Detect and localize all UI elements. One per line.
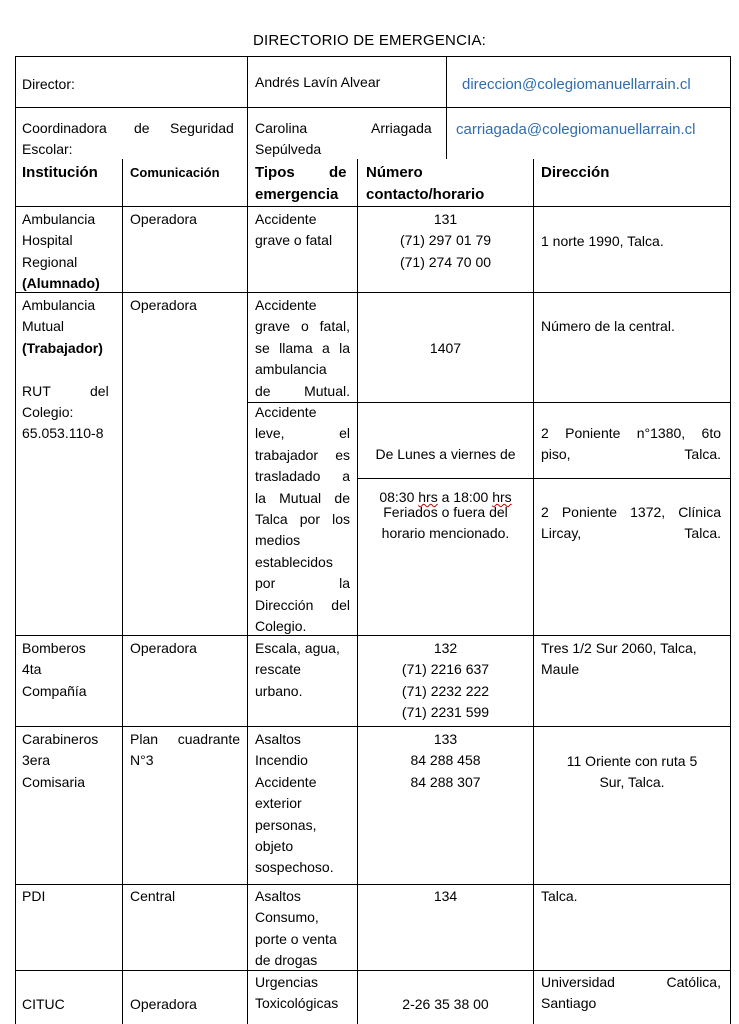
address: 2 Poniente 1372, Clínica Lircay, Talca.	[541, 504, 721, 542]
communication: Operadora	[130, 996, 197, 1012]
row-line-bomberos	[15, 726, 731, 727]
coordinator-label-word: Seguridad	[170, 120, 234, 136]
coordinator-name-word: Sepúlveda	[255, 141, 322, 157]
row-line-carabineros	[15, 884, 731, 885]
emergency-type: Escala, agua, rescate urbano.	[255, 640, 340, 699]
coordinator-email-link[interactable]: carriagada@colegiomanuellarrain.cl	[456, 121, 696, 138]
director-label: Director:	[22, 76, 75, 92]
address: Número de la central.	[541, 318, 675, 334]
institution-name: Ambulancia Hospital Regional	[22, 211, 96, 270]
col-divider-1	[122, 159, 123, 1024]
institution-qualifier: (Alumnado)	[22, 275, 100, 291]
address: Universidad Católica, Santiago	[541, 974, 721, 1012]
communication: Operadora	[130, 211, 197, 227]
address: 1 norte 1990, Talca.	[541, 233, 664, 249]
emergency-type: Asaltos Consumo, porte o venta de drogas	[255, 888, 337, 969]
institution-qualifier: (Trabajador)	[22, 340, 103, 356]
row-line-director	[15, 107, 731, 108]
table-border-left	[15, 56, 16, 1024]
communication: Central	[130, 888, 176, 904]
schedule-line: De Lunes a viernes de	[375, 446, 516, 463]
contact-schedule: Feriados o fuera del horario mencionado.	[381, 504, 510, 542]
header-direccion: Dirección	[541, 164, 610, 181]
header-tipos-word: Tipos	[255, 164, 295, 181]
header-comunicacion: Comunicación	[130, 165, 220, 180]
director-email-link[interactable]: direccion@colegiomanuellarrain.cl	[462, 76, 691, 93]
coordinator-name-word: Carolina	[255, 120, 308, 136]
page-title: DIRECTORIO DE EMERGENCIA:	[252, 32, 487, 49]
header-tipos-word: emergencia	[255, 186, 339, 203]
header-numero-sub: contacto/horario	[366, 186, 485, 203]
contact-number: 134	[433, 888, 458, 904]
contact-number: 1407	[429, 340, 462, 356]
emergency-type: Accidente leve, el trabajador es trasladado a la Mutual de Talca por los medios establecidos por la Dirección del Colegio.	[255, 404, 350, 635]
coordinator-name-word: Arriagada	[371, 120, 432, 136]
address: Tres 1/2 Sur 2060, Talca, Maule	[541, 640, 697, 678]
contact-number: 132 (71) 2216 637 (71) 2232 222 (71) 2231 599	[401, 640, 490, 721]
coordinator-label-word: de	[134, 120, 150, 136]
institution-name: CITUC	[22, 996, 65, 1012]
contact-number: 2-26 35 38 00	[402, 996, 489, 1012]
header-numero: Número	[366, 164, 423, 181]
communication: Plan cuadrante N°3	[130, 731, 240, 769]
row-line-header	[15, 206, 731, 207]
communication: Operadora	[130, 640, 197, 656]
schedule-line: hrs	[492, 489, 512, 506]
emergency-type: Accidente grave o fatal, se llama a la ambulancia de Mutual.	[255, 297, 350, 399]
schedule-line: a 18:00	[437, 489, 493, 506]
address: Talca.	[541, 888, 578, 904]
institution-name: Ambulancia Mutual	[22, 297, 96, 335]
emergency-type: Urgencias Toxicológicas	[255, 974, 339, 1012]
header-tipos-word: de	[329, 164, 347, 181]
contact-schedule	[358, 423, 533, 509]
row-line-pdi	[15, 970, 731, 971]
emergency-type: Accidente grave o fatal	[255, 211, 333, 249]
schedule-line: hrs	[418, 489, 438, 506]
header-institucion: Institución	[22, 164, 98, 181]
row-line-mutual	[15, 635, 731, 636]
director-name: Andrés Lavín Alvear	[255, 74, 381, 90]
schedule-line: 08:30	[379, 489, 419, 506]
contact-number: 133 84 288 458 84 288 307	[410, 731, 481, 790]
address: 11 Oriente con ruta 5 Sur, Talca.	[566, 753, 698, 791]
rut-label-word: RUT	[22, 383, 51, 399]
institution-name: Carabineros 3era Comisaria	[22, 731, 99, 790]
rut-value: Colegio: 65.053.110-8	[22, 404, 104, 442]
coordinator-label-word: Coordinadora	[22, 120, 107, 136]
contact-number: 131 (71) 297 01 79 (71) 274 70 00	[399, 211, 492, 270]
address: 2 Poniente n°1380, 6to piso, Talca.	[541, 425, 721, 463]
row-line-ambulancia-hospital	[15, 292, 731, 293]
emergency-type: Asaltos Incendio Accidente exterior personas, objeto sospechoso.	[255, 731, 334, 876]
col-divider-4	[533, 159, 534, 1024]
table-border-right	[730, 56, 731, 1024]
col-divider-2	[247, 159, 248, 1024]
institution-name: Bomberos 4ta Compañía	[22, 640, 87, 699]
institution-name: PDI	[22, 888, 46, 904]
coordinator-label-word: Escolar:	[22, 141, 73, 157]
row-line-top	[15, 56, 731, 57]
communication: Operadora	[130, 297, 197, 313]
rut-label-word: del	[90, 383, 109, 399]
